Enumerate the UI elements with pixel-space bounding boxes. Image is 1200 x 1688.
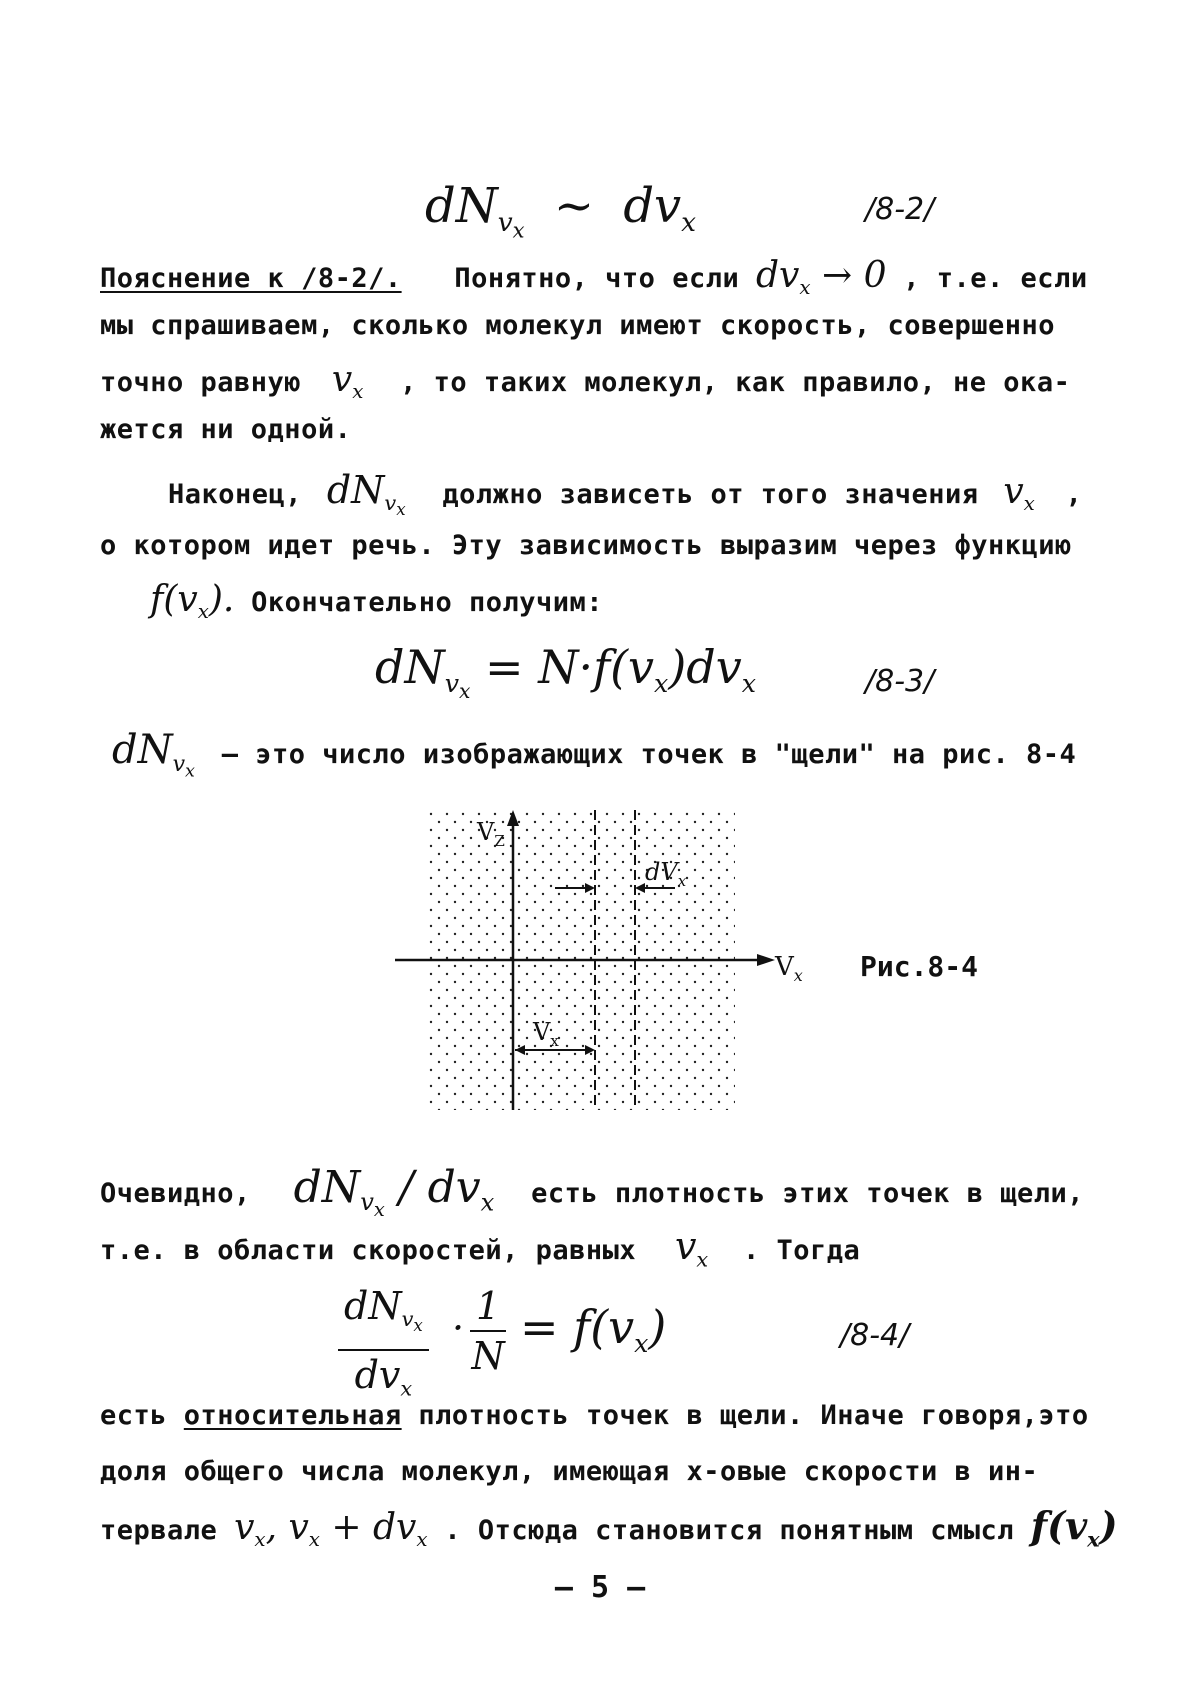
vx-axis-arrow-icon — [757, 954, 775, 966]
explanation-heading: Пояснение к /8-2/. — [100, 263, 402, 294]
paragraph-2-line-3: $f(v_x)$. Окончательно получим: — [150, 579, 604, 623]
equation-label-8-2: /8-2/ — [865, 192, 935, 227]
paragraph-4-line-3: тервале $v_x$, $v_x + dv_x$ . Отсюда становится понятным смысл $f(v_x)$ — [100, 1503, 1118, 1552]
paragraph-1-line-1: Пояснение к /8-2/. Понятно, что если $dv_x \to 0$ , т.е. если — [100, 255, 1088, 299]
paragraph-3-line-2: т.е. в области скоростей, равных $v_x$ . Тогда — [100, 1224, 861, 1272]
paragraph-2-line-1: Наконец, $dN_{v_x}$ должно зависеть от того значения $v_x$ , — [168, 468, 1083, 520]
relative-word: относительная — [183, 1400, 402, 1431]
equation-8-4-dot: · — [452, 1306, 465, 1350]
paragraph-4-line-2: доля общего числа молекул, имеющая x-овые скорости в ин- — [100, 1456, 1039, 1487]
figure-8-4 — [395, 810, 775, 1110]
page-number: — 5 — — [554, 1570, 646, 1605]
vx-span-label: $V_x$ — [533, 1018, 559, 1050]
equation-8-3: $dN_{v_x} = N\cdot f(v_x)dv_x$ — [375, 640, 756, 703]
equation-8-2: $dN_{v_x}$ ~ $dv_x$ — [425, 178, 697, 243]
vz-axis-label: $V_Z$ — [477, 818, 505, 850]
paragraph-4-line-1: есть относительная плотность точек в щели. Иначе говоря,это — [100, 1400, 1089, 1431]
equation-8-4-fraction-1: $dN_{v_x}$ $dv_x$ — [338, 1282, 429, 1413]
figure-caption: Рис.8-4 — [860, 950, 979, 983]
paragraph-1-line-3: точно равную $v_x$ , то таких молекул, как правило, не ока- — [100, 359, 1071, 403]
paragraph-3-line-1: Очевидно, $dN_{v_x} / dv_x$ есть плотность этих точек в щели, — [100, 1162, 1085, 1222]
equation-label-8-3: /8-3/ — [865, 664, 935, 699]
paragraph-1-line-2: мы спрашиваем, сколько молекул имеют скорость, совершенно — [100, 310, 1056, 341]
equation-8-4-rhs: = $f(v_x)$ — [520, 1300, 667, 1358]
equation-8-4-fraction-2: $\frac{1}{N}$ — [471, 1284, 505, 1378]
vx-axis-label: $V_x$ — [775, 952, 803, 985]
dn-definition-line: $dN_{v_x}$ – это число изображающих точек в "щели" на рис. 8-4 — [112, 727, 1077, 781]
paragraph-1-line-4: жется ни одной. — [100, 414, 352, 445]
paragraph-2-line-2: о котором идет речь. Эту зависимость выразим через функцию — [100, 530, 1072, 561]
dvx-label: $dV_x$ — [645, 858, 687, 890]
equation-label-8-4: /8-4/ — [840, 1318, 910, 1353]
